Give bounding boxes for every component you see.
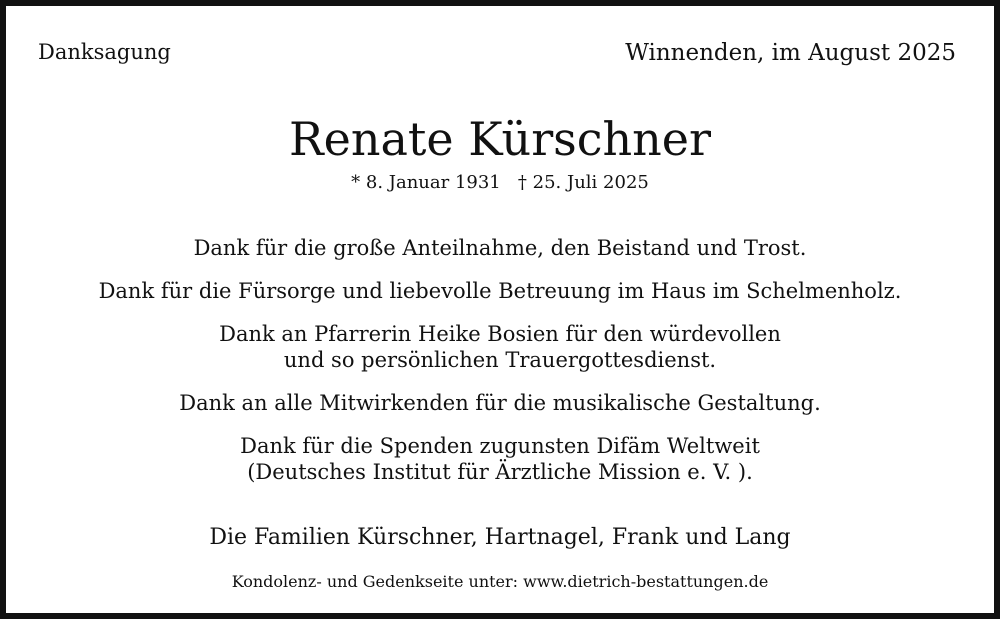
thanks-paragraph [6, 278, 994, 304]
thanks-block [6, 235, 994, 502]
thanks-line: Dank an alle Mitwirkenden für die musikalische Gestaltung. [179, 391, 821, 415]
thanks-paragraph [6, 433, 994, 485]
thanks-paragraph [6, 390, 994, 416]
life-dates: * 8. Januar 1931 † 25. Juli 2025 [351, 172, 649, 193]
thanks-line: Dank für die Fürsorge und liebevolle Betreuung im Haus im Schelmenholz. [98, 279, 902, 303]
family-signature: Die Familien Kürschner, Hartnagel, Frank und Lang [209, 525, 791, 550]
place-date: Winnenden, im August 2025 [625, 40, 956, 66]
thanks-paragraph [6, 235, 994, 261]
thanks-line: Dank für die Spenden zugunsten Difäm Weltweit [240, 434, 760, 458]
deceased-name: Renate Kürschner [288, 112, 712, 166]
thanks-line: (Deutsches Institut für Ärztliche Mission e. V. ). [247, 460, 753, 484]
thanks-paragraph [6, 321, 994, 373]
thanks-line: Dank für die große Anteilnahme, den Beistand und Trost. [193, 236, 807, 260]
thanks-line: und so persönlichen Trauergottesdienst. [283, 348, 717, 372]
header-label: Danksagung [38, 40, 171, 64]
thanks-line: Dank an Pfarrerin Heike Bosien für den würdevollen [219, 322, 781, 346]
condolence-link[interactable]: Kondolenz- und Gedenkseite unter: www.dietrich-bestattungen.de [231, 572, 769, 591]
